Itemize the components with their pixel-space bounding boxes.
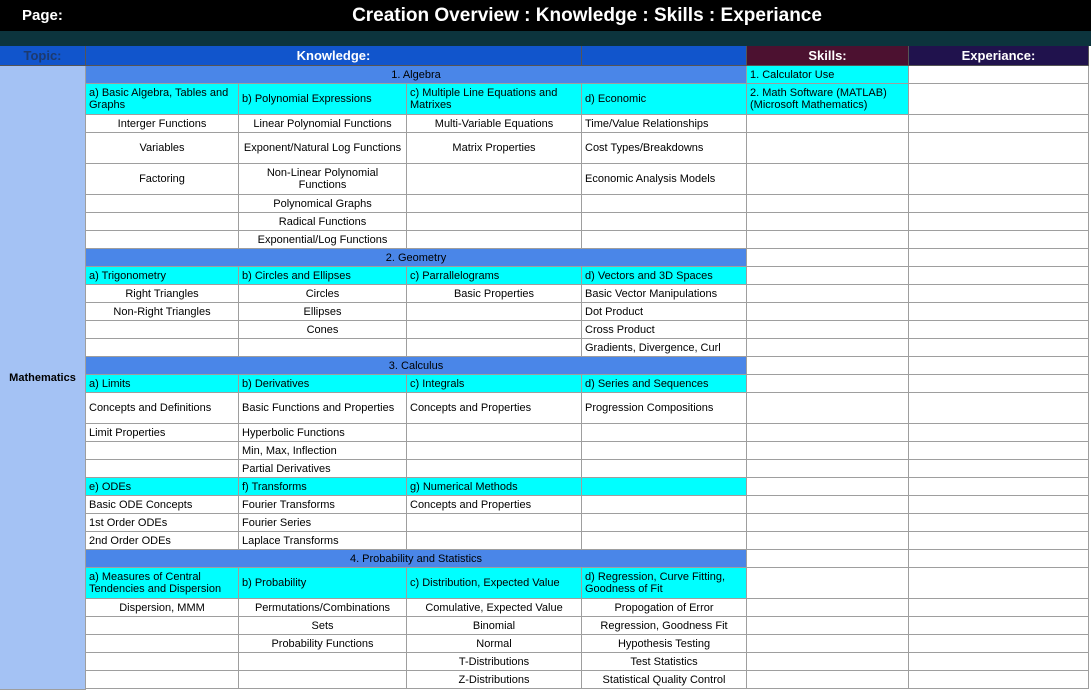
skill-cell[interactable] — [747, 550, 909, 568]
page-label: Page: — [22, 7, 63, 24]
knowledge-cell[interactable] — [407, 321, 582, 339]
skill-item[interactable]: 2. Math Software (MATLAB) (Microsoft Mathematics) — [747, 84, 909, 115]
knowledge-cell[interactable] — [239, 653, 407, 671]
skill-cell[interactable] — [747, 460, 909, 478]
skill-cell[interactable] — [747, 231, 909, 249]
experience-cell[interactable] — [909, 303, 1089, 321]
experience-cell[interactable] — [909, 532, 1089, 550]
knowledge-cell[interactable]: Propogation of Error — [582, 599, 747, 617]
subtopic-header[interactable]: a) Trigonometry — [86, 267, 239, 285]
knowledge-cell[interactable] — [86, 231, 239, 249]
experience-cell[interactable] — [909, 460, 1089, 478]
experience-cell[interactable] — [909, 357, 1089, 375]
knowledge-cell[interactable]: Hyperbolic Functions — [239, 424, 407, 442]
knowledge-cell[interactable]: Factoring — [86, 164, 239, 195]
knowledge-cell[interactable]: Limit Properties — [86, 424, 239, 442]
knowledge-cell[interactable]: 1st Order ODEs — [86, 514, 239, 532]
title-bar — [0, 0, 1091, 31]
skill-cell[interactable] — [747, 671, 909, 689]
knowledge-cell[interactable]: Economic Analysis Models — [582, 164, 747, 195]
knowledge-cell[interactable]: Exponential/Log Functions — [239, 231, 407, 249]
knowledge-cell[interactable]: Variables — [86, 133, 239, 164]
experience-cell[interactable] — [909, 133, 1089, 164]
header-blank-cell[interactable] — [582, 46, 747, 66]
knowledge-cell[interactable] — [582, 496, 747, 514]
knowledge-cell[interactable]: Basic Functions and Properties — [239, 393, 407, 424]
knowledge-cell[interactable]: Partial Derivatives — [239, 460, 407, 478]
knowledge-cell[interactable]: Test Statistics — [582, 653, 747, 671]
skill-cell[interactable] — [747, 393, 909, 424]
header-skills[interactable]: Skills: — [747, 46, 909, 66]
section-header[interactable]: 3. Calculus — [86, 357, 747, 375]
subtopic-header[interactable]: e) ODEs — [86, 478, 239, 496]
knowledge-cell[interactable]: Concepts and Properties — [407, 496, 582, 514]
knowledge-cell[interactable] — [86, 617, 239, 635]
skill-cell[interactable] — [747, 339, 909, 357]
knowledge-cell[interactable] — [582, 213, 747, 231]
knowledge-cell[interactable]: Comulative, Expected Value — [407, 599, 582, 617]
knowledge-cell[interactable]: Fourier Series — [239, 514, 407, 532]
knowledge-cell[interactable]: Min, Max, Inflection — [239, 442, 407, 460]
knowledge-cell[interactable] — [86, 321, 239, 339]
knowledge-cell[interactable]: Progression Compositions — [582, 393, 747, 424]
subtopic-header[interactable]: c) Multiple Line Equations and Matrixes — [407, 84, 582, 115]
subtopic-header[interactable]: a) Measures of Central Tendencies and Dispersion — [86, 568, 239, 599]
experience-cell[interactable] — [909, 393, 1089, 424]
knowledge-cell[interactable] — [86, 635, 239, 653]
knowledge-cell[interactable] — [582, 195, 747, 213]
subtopic-header[interactable]: c) Parrallelograms — [407, 267, 582, 285]
skill-cell[interactable] — [747, 635, 909, 653]
skill-cell[interactable] — [747, 285, 909, 303]
skill-cell[interactable] — [747, 478, 909, 496]
knowledge-cell[interactable]: Concepts and Definitions — [86, 393, 239, 424]
knowledge-cell[interactable]: Dispersion, MMM — [86, 599, 239, 617]
experience-cell[interactable] — [909, 249, 1089, 267]
skill-cell[interactable] — [747, 357, 909, 375]
experience-cell[interactable] — [909, 195, 1089, 213]
knowledge-cell[interactable] — [582, 442, 747, 460]
knowledge-cell[interactable]: Interger Functions — [86, 115, 239, 133]
knowledge-cell[interactable] — [407, 424, 582, 442]
experience-cell[interactable] — [909, 496, 1089, 514]
knowledge-cell[interactable] — [86, 442, 239, 460]
knowledge-cell[interactable]: Basic Properties — [407, 285, 582, 303]
knowledge-cell[interactable]: 2nd Order ODEs — [86, 532, 239, 550]
section-header[interactable]: 4. Probability and Statistics — [86, 550, 747, 568]
experience-cell[interactable] — [909, 550, 1089, 568]
knowledge-cell[interactable] — [582, 514, 747, 532]
subtopic-header[interactable]: a) Basic Algebra, Tables and Graphs — [86, 84, 239, 115]
skill-cell[interactable] — [747, 617, 909, 635]
subtopic-header[interactable]: a) Limits — [86, 375, 239, 393]
knowledge-cell[interactable] — [582, 532, 747, 550]
skill-cell[interactable] — [747, 599, 909, 617]
knowledge-cell[interactable] — [407, 532, 582, 550]
experience-cell[interactable] — [909, 84, 1089, 115]
knowledge-cell[interactable] — [407, 164, 582, 195]
experience-cell[interactable] — [909, 375, 1089, 393]
skill-cell[interactable] — [747, 267, 909, 285]
knowledge-cell[interactable]: Right Triangles — [86, 285, 239, 303]
skill-cell[interactable] — [747, 321, 909, 339]
knowledge-cell[interactable] — [582, 424, 747, 442]
knowledge-cell[interactable]: Cross Product — [582, 321, 747, 339]
experience-cell[interactable] — [909, 653, 1089, 671]
experience-cell[interactable] — [909, 671, 1089, 689]
section-header[interactable]: 2. Geometry — [86, 249, 747, 267]
skill-cell[interactable] — [747, 115, 909, 133]
skill-cell[interactable] — [747, 532, 909, 550]
skill-cell[interactable] — [747, 653, 909, 671]
experience-cell[interactable] — [909, 617, 1089, 635]
skill-cell[interactable] — [747, 496, 909, 514]
knowledge-cell[interactable]: Gradients, Divergence, Curl — [582, 339, 747, 357]
subtopic-header[interactable]: b) Probability — [239, 568, 407, 599]
experience-cell[interactable] — [909, 635, 1089, 653]
subtopic-header[interactable] — [582, 478, 747, 496]
knowledge-cell[interactable] — [407, 231, 582, 249]
experience-cell[interactable] — [909, 285, 1089, 303]
knowledge-cell[interactable]: Basic Vector Manipulations — [582, 285, 747, 303]
skill-cell[interactable] — [747, 133, 909, 164]
topic-cell[interactable]: Mathematics — [0, 66, 86, 690]
skill-cell[interactable] — [747, 249, 909, 267]
experience-cell[interactable] — [909, 231, 1089, 249]
knowledge-cell[interactable]: Non-Linear Polynomial Functions — [239, 164, 407, 195]
subtopic-header[interactable]: b) Circles and Ellipses — [239, 267, 407, 285]
knowledge-cell[interactable] — [86, 460, 239, 478]
experience-cell[interactable] — [909, 514, 1089, 532]
experience-cell[interactable] — [909, 321, 1089, 339]
experience-cell[interactable] — [909, 424, 1089, 442]
skill-cell[interactable] — [747, 213, 909, 231]
knowledge-cell[interactable]: T-Distributions — [407, 653, 582, 671]
skill-cell[interactable] — [747, 375, 909, 393]
header-knowledge[interactable]: Knowledge: — [86, 46, 582, 66]
experience-cell[interactable] — [909, 213, 1089, 231]
subtopic-header[interactable]: f) Transforms — [239, 478, 407, 496]
experience-cell[interactable] — [909, 442, 1089, 460]
knowledge-cell[interactable]: Cost Types/Breakdowns — [582, 133, 747, 164]
knowledge-cell[interactable] — [407, 514, 582, 532]
knowledge-cell[interactable] — [407, 460, 582, 478]
knowledge-cell[interactable] — [407, 339, 582, 357]
experience-cell[interactable] — [909, 164, 1089, 195]
experience-cell[interactable] — [909, 66, 1089, 84]
subtopic-header[interactable]: c) Distribution, Expected Value — [407, 568, 582, 599]
subtopic-header[interactable]: g) Numerical Methods — [407, 478, 582, 496]
knowledge-cell[interactable]: Ellipses — [239, 303, 407, 321]
knowledge-cell[interactable]: Linear Polynomial Functions — [239, 115, 407, 133]
subtopic-header[interactable]: b) Polynomial Expressions — [239, 84, 407, 115]
knowledge-cell[interactable] — [407, 213, 582, 231]
knowledge-cell[interactable]: Circles — [239, 285, 407, 303]
knowledge-cell[interactable] — [407, 442, 582, 460]
knowledge-cell[interactable]: Matrix Properties — [407, 133, 582, 164]
knowledge-cell[interactable]: Regression, Goodness Fit — [582, 617, 747, 635]
knowledge-cell[interactable]: Statistical Quality Control — [582, 671, 747, 689]
knowledge-cell[interactable]: Z-Distributions — [407, 671, 582, 689]
knowledge-cell[interactable] — [86, 213, 239, 231]
knowledge-cell[interactable] — [86, 671, 239, 689]
section-header[interactable]: 1. Algebra — [86, 66, 747, 84]
experience-cell[interactable] — [909, 568, 1089, 599]
knowledge-cell[interactable]: Fourier Transforms — [239, 496, 407, 514]
knowledge-cell[interactable]: Multi-Variable Equations — [407, 115, 582, 133]
spacer-band — [0, 31, 1091, 46]
knowledge-cell[interactable]: Polynomical Graphs — [239, 195, 407, 213]
knowledge-cell[interactable]: Hypothesis Testing — [582, 635, 747, 653]
skill-cell[interactable] — [747, 568, 909, 599]
subtopic-header[interactable]: b) Derivatives — [239, 375, 407, 393]
skill-cell[interactable] — [747, 303, 909, 321]
subtopic-header[interactable]: d) Vectors and 3D Spaces — [582, 267, 747, 285]
knowledge-cell[interactable]: Normal — [407, 635, 582, 653]
knowledge-cell[interactable] — [407, 303, 582, 321]
subtopic-header[interactable]: c) Integrals — [407, 375, 582, 393]
knowledge-cell[interactable]: Sets — [239, 617, 407, 635]
knowledge-cell[interactable]: Exponent/Natural Log Functions — [239, 133, 407, 164]
header-topic[interactable]: Topic: — [0, 46, 86, 66]
knowledge-cell[interactable] — [86, 195, 239, 213]
knowledge-cell[interactable] — [407, 195, 582, 213]
skill-item[interactable]: 1. Calculator Use — [747, 66, 909, 84]
knowledge-cell[interactable]: Laplace Transforms — [239, 532, 407, 550]
skill-cell[interactable] — [747, 424, 909, 442]
knowledge-cell[interactable] — [239, 671, 407, 689]
knowledge-cell[interactable]: Time/Value Relationships — [582, 115, 747, 133]
skill-cell[interactable] — [747, 164, 909, 195]
knowledge-cell[interactable]: Permutations/Combinations — [239, 599, 407, 617]
experience-cell[interactable] — [909, 339, 1089, 357]
knowledge-cell[interactable] — [239, 339, 407, 357]
subtopic-header[interactable]: d) Regression, Curve Fitting, Goodness of Fit — [582, 568, 747, 599]
experience-cell[interactable] — [909, 267, 1089, 285]
page-title[interactable]: Creation Overview : Knowledge : Skills : Experiance — [352, 5, 822, 26]
experience-cell[interactable] — [909, 115, 1089, 133]
subtopic-header[interactable]: d) Economic — [582, 84, 747, 115]
skill-cell[interactable] — [747, 442, 909, 460]
knowledge-cell[interactable]: Basic ODE Concepts — [86, 496, 239, 514]
experience-cell[interactable] — [909, 478, 1089, 496]
knowledge-cell[interactable]: Cones — [239, 321, 407, 339]
knowledge-cell[interactable]: Probability Functions — [239, 635, 407, 653]
knowledge-cell[interactable] — [582, 231, 747, 249]
knowledge-cell[interactable]: Concepts and Properties — [407, 393, 582, 424]
knowledge-cell[interactable]: Radical Functions — [239, 213, 407, 231]
skill-cell[interactable] — [747, 195, 909, 213]
experience-cell[interactable] — [909, 599, 1089, 617]
knowledge-cell[interactable] — [86, 339, 239, 357]
knowledge-cell[interactable]: Dot Product — [582, 303, 747, 321]
knowledge-cell[interactable]: Non-Right Triangles — [86, 303, 239, 321]
knowledge-cell[interactable]: Binomial — [407, 617, 582, 635]
skill-cell[interactable] — [747, 514, 909, 532]
knowledge-cell[interactable] — [86, 653, 239, 671]
subtopic-header[interactable]: d) Series and Sequences — [582, 375, 747, 393]
knowledge-cell[interactable] — [582, 460, 747, 478]
header-experience[interactable]: Experiance: — [909, 46, 1089, 66]
